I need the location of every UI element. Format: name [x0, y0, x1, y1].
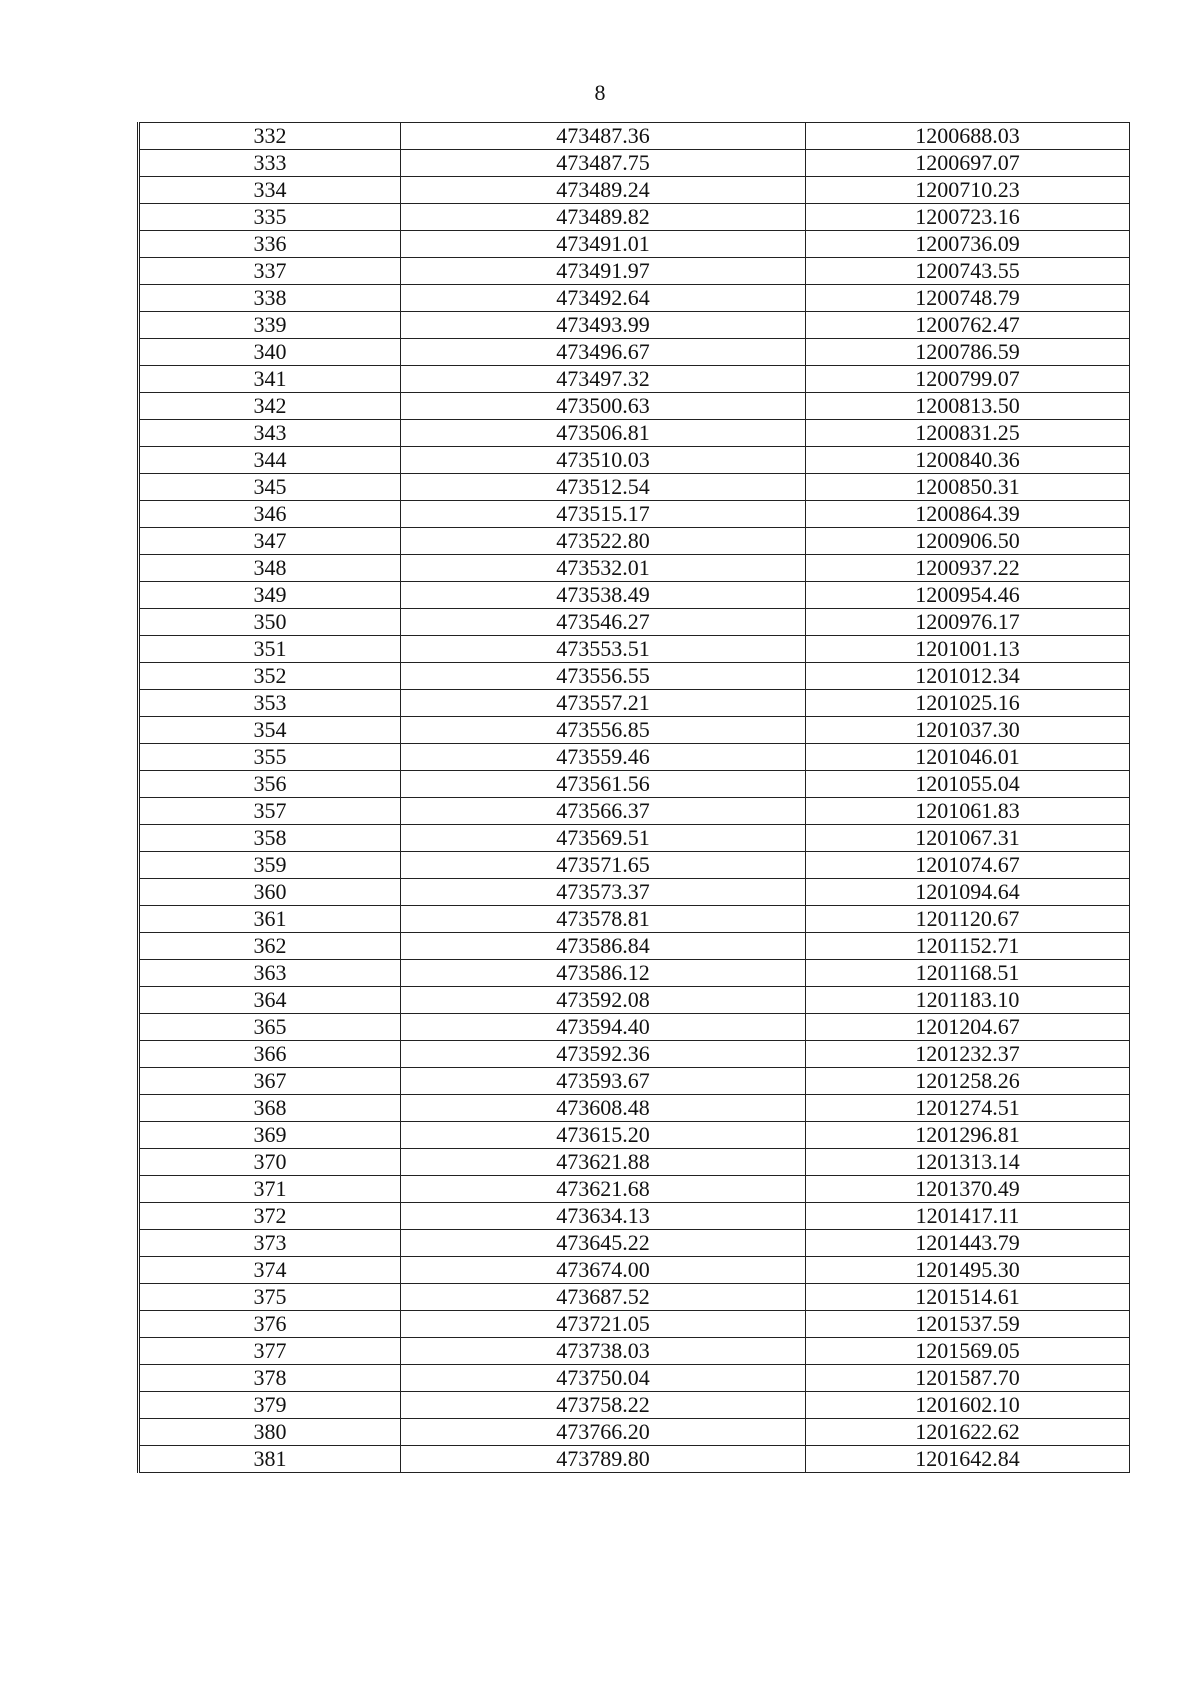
point-number-cell: 364: [139, 987, 401, 1014]
x-coordinate-cell: 473546.27: [401, 609, 806, 636]
y-coordinate-cell: 1200906.50: [806, 528, 1130, 555]
y-coordinate-cell: 1200786.59: [806, 339, 1130, 366]
x-coordinate-cell: 473566.37: [401, 798, 806, 825]
y-coordinate-cell: 1200799.07: [806, 366, 1130, 393]
point-number-cell: 373: [139, 1230, 401, 1257]
y-coordinate-cell: 1201012.34: [806, 663, 1130, 690]
table-row: [139, 420, 1130, 447]
x-coordinate-cell: 473578.81: [401, 906, 806, 933]
point-number-cell: 357: [139, 798, 401, 825]
table-row: [139, 933, 1130, 960]
point-number-cell: 351: [139, 636, 401, 663]
point-number-cell: 344: [139, 447, 401, 474]
y-coordinate-cell: 1201061.83: [806, 798, 1130, 825]
table-row: [139, 1365, 1130, 1392]
x-coordinate-cell: 473758.22: [401, 1392, 806, 1419]
y-coordinate-cell: 1201183.10: [806, 987, 1130, 1014]
point-number-cell: 359: [139, 852, 401, 879]
y-coordinate-cell: 1201417.11: [806, 1203, 1130, 1230]
table-row: [139, 447, 1130, 474]
table-row: [139, 177, 1130, 204]
point-number-cell: 334: [139, 177, 401, 204]
table-row: [139, 987, 1130, 1014]
y-coordinate-cell: 1201642.84: [806, 1446, 1130, 1473]
x-coordinate-cell: 473645.22: [401, 1230, 806, 1257]
point-number-cell: 371: [139, 1176, 401, 1203]
y-coordinate-cell: 1200697.07: [806, 150, 1130, 177]
y-coordinate-cell: 1201622.62: [806, 1419, 1130, 1446]
table-row: [139, 1311, 1130, 1338]
y-coordinate-cell: 1200743.55: [806, 258, 1130, 285]
y-coordinate-cell: 1200813.50: [806, 393, 1130, 420]
point-number-cell: 381: [139, 1446, 401, 1473]
y-coordinate-cell: 1201232.37: [806, 1041, 1130, 1068]
y-coordinate-cell: 1200748.79: [806, 285, 1130, 312]
page-number: 8: [594, 80, 606, 105]
table-row: [139, 555, 1130, 582]
y-coordinate-cell: 1201074.67: [806, 852, 1130, 879]
y-coordinate-cell: 1201055.04: [806, 771, 1130, 798]
table-row: [139, 204, 1130, 231]
table-row: [139, 1230, 1130, 1257]
table-row: [139, 231, 1130, 258]
table-row: [139, 366, 1130, 393]
x-coordinate-cell: 473615.20: [401, 1122, 806, 1149]
point-number-cell: 372: [139, 1203, 401, 1230]
y-coordinate-cell: 1200688.03: [806, 123, 1130, 150]
x-coordinate-cell: 473506.81: [401, 420, 806, 447]
point-number-cell: 346: [139, 501, 401, 528]
table-row: [139, 1203, 1130, 1230]
x-coordinate-cell: 473559.46: [401, 744, 806, 771]
x-coordinate-cell: 473557.21: [401, 690, 806, 717]
x-coordinate-cell: 473569.51: [401, 825, 806, 852]
y-coordinate-cell: 1201037.30: [806, 717, 1130, 744]
table-row: [139, 339, 1130, 366]
y-coordinate-cell: 1201602.10: [806, 1392, 1130, 1419]
table-row: [139, 1419, 1130, 1446]
point-number-cell: 347: [139, 528, 401, 555]
x-coordinate-cell: 473594.40: [401, 1014, 806, 1041]
point-number-cell: 349: [139, 582, 401, 609]
x-coordinate-cell: 473621.68: [401, 1176, 806, 1203]
x-coordinate-cell: 473674.00: [401, 1257, 806, 1284]
table-row: [139, 825, 1130, 852]
x-coordinate-cell: 473593.67: [401, 1068, 806, 1095]
table-row: [139, 582, 1130, 609]
table-row: [139, 879, 1130, 906]
x-coordinate-cell: 473510.03: [401, 447, 806, 474]
table-row: [139, 771, 1130, 798]
table-row: [139, 1041, 1130, 1068]
x-coordinate-cell: 473522.80: [401, 528, 806, 555]
table-row: [139, 1176, 1130, 1203]
y-coordinate-cell: 1201001.13: [806, 636, 1130, 663]
table-row: [139, 258, 1130, 285]
table-row: [139, 1014, 1130, 1041]
y-coordinate-cell: 1200831.25: [806, 420, 1130, 447]
y-coordinate-cell: 1200937.22: [806, 555, 1130, 582]
table-row: [139, 1149, 1130, 1176]
y-coordinate-cell: 1201168.51: [806, 960, 1130, 987]
x-coordinate-cell: 473512.54: [401, 474, 806, 501]
table-row: [139, 663, 1130, 690]
y-coordinate-cell: 1201025.16: [806, 690, 1130, 717]
y-coordinate-cell: 1200864.39: [806, 501, 1130, 528]
x-coordinate-cell: 473553.51: [401, 636, 806, 663]
point-number-cell: 332: [139, 123, 401, 150]
x-coordinate-cell: 473586.12: [401, 960, 806, 987]
y-coordinate-cell: 1201569.05: [806, 1338, 1130, 1365]
x-coordinate-cell: 473491.97: [401, 258, 806, 285]
y-coordinate-cell: 1201587.70: [806, 1365, 1130, 1392]
x-coordinate-cell: 473487.75: [401, 150, 806, 177]
point-number-cell: 367: [139, 1068, 401, 1095]
x-coordinate-cell: 473592.36: [401, 1041, 806, 1068]
table-row: [139, 1284, 1130, 1311]
y-coordinate-cell: 1201370.49: [806, 1176, 1130, 1203]
y-coordinate-cell: 1200954.46: [806, 582, 1130, 609]
point-number-cell: 356: [139, 771, 401, 798]
point-number-cell: 360: [139, 879, 401, 906]
point-number-cell: 343: [139, 420, 401, 447]
y-coordinate-cell: 1200976.17: [806, 609, 1130, 636]
point-number-cell: 354: [139, 717, 401, 744]
point-number-cell: 370: [139, 1149, 401, 1176]
coordinates-table: [137, 122, 1130, 1473]
x-coordinate-cell: 473556.55: [401, 663, 806, 690]
y-coordinate-cell: 1201274.51: [806, 1095, 1130, 1122]
table-row: [139, 393, 1130, 420]
point-number-cell: 362: [139, 933, 401, 960]
point-number-cell: 358: [139, 825, 401, 852]
y-coordinate-cell: 1200736.09: [806, 231, 1130, 258]
table-row: [139, 528, 1130, 555]
point-number-cell: 377: [139, 1338, 401, 1365]
table-row: [139, 312, 1130, 339]
point-number-cell: 378: [139, 1365, 401, 1392]
table-row: [139, 744, 1130, 771]
point-number-cell: 336: [139, 231, 401, 258]
y-coordinate-cell: 1200850.31: [806, 474, 1130, 501]
table-row: [139, 1392, 1130, 1419]
table-row: [139, 717, 1130, 744]
table-row: [139, 1068, 1130, 1095]
y-coordinate-cell: 1201495.30: [806, 1257, 1130, 1284]
point-number-cell: 355: [139, 744, 401, 771]
x-coordinate-cell: 473497.32: [401, 366, 806, 393]
table-row: [139, 906, 1130, 933]
table-row: [139, 1338, 1130, 1365]
x-coordinate-cell: 473586.84: [401, 933, 806, 960]
point-number-cell: 374: [139, 1257, 401, 1284]
point-number-cell: 341: [139, 366, 401, 393]
y-coordinate-cell: 1201514.61: [806, 1284, 1130, 1311]
point-number-cell: 348: [139, 555, 401, 582]
x-coordinate-cell: 473571.65: [401, 852, 806, 879]
x-coordinate-cell: 473500.63: [401, 393, 806, 420]
table-row: [139, 690, 1130, 717]
x-coordinate-cell: 473789.80: [401, 1446, 806, 1473]
table-row: [139, 1257, 1130, 1284]
x-coordinate-cell: 473634.13: [401, 1203, 806, 1230]
x-coordinate-cell: 473556.85: [401, 717, 806, 744]
y-coordinate-cell: 1200762.47: [806, 312, 1130, 339]
point-number-cell: 353: [139, 690, 401, 717]
y-coordinate-cell: 1200710.23: [806, 177, 1130, 204]
y-coordinate-cell: 1201258.26: [806, 1068, 1130, 1095]
table-row: [139, 636, 1130, 663]
y-coordinate-cell: 1201046.01: [806, 744, 1130, 771]
point-number-cell: 337: [139, 258, 401, 285]
x-coordinate-cell: 473491.01: [401, 231, 806, 258]
y-coordinate-cell: 1201443.79: [806, 1230, 1130, 1257]
point-number-cell: 365: [139, 1014, 401, 1041]
table-row: [139, 285, 1130, 312]
x-coordinate-cell: 473538.49: [401, 582, 806, 609]
point-number-cell: 376: [139, 1311, 401, 1338]
point-number-cell: 339: [139, 312, 401, 339]
x-coordinate-cell: 473592.08: [401, 987, 806, 1014]
x-coordinate-cell: 473493.99: [401, 312, 806, 339]
point-number-cell: 338: [139, 285, 401, 312]
point-number-cell: 375: [139, 1284, 401, 1311]
table-row: [139, 609, 1130, 636]
y-coordinate-cell: 1201204.67: [806, 1014, 1130, 1041]
x-coordinate-cell: 473738.03: [401, 1338, 806, 1365]
x-coordinate-cell: 473750.04: [401, 1365, 806, 1392]
table-row: [139, 1095, 1130, 1122]
x-coordinate-cell: 473561.56: [401, 771, 806, 798]
table-row: [139, 852, 1130, 879]
table-body: [139, 123, 1130, 1473]
table-row: [139, 1446, 1130, 1473]
point-number-cell: 363: [139, 960, 401, 987]
x-coordinate-cell: 473766.20: [401, 1419, 806, 1446]
table-row: [139, 960, 1130, 987]
point-number-cell: 380: [139, 1419, 401, 1446]
point-number-cell: 342: [139, 393, 401, 420]
x-coordinate-cell: 473621.88: [401, 1149, 806, 1176]
y-coordinate-cell: 1201296.81: [806, 1122, 1130, 1149]
y-coordinate-cell: 1201067.31: [806, 825, 1130, 852]
point-number-cell: 352: [139, 663, 401, 690]
point-number-cell: 369: [139, 1122, 401, 1149]
table-row: [139, 1122, 1130, 1149]
point-number-cell: 379: [139, 1392, 401, 1419]
x-coordinate-cell: 473487.36: [401, 123, 806, 150]
y-coordinate-cell: 1200840.36: [806, 447, 1130, 474]
table-row: [139, 123, 1130, 150]
point-number-cell: 366: [139, 1041, 401, 1068]
table-row: [139, 474, 1130, 501]
x-coordinate-cell: 473721.05: [401, 1311, 806, 1338]
x-coordinate-cell: 473687.52: [401, 1284, 806, 1311]
point-number-cell: 333: [139, 150, 401, 177]
x-coordinate-cell: 473489.24: [401, 177, 806, 204]
y-coordinate-cell: 1201152.71: [806, 933, 1130, 960]
x-coordinate-cell: 473496.67: [401, 339, 806, 366]
x-coordinate-cell: 473489.82: [401, 204, 806, 231]
x-coordinate-cell: 473492.64: [401, 285, 806, 312]
y-coordinate-cell: 1200723.16: [806, 204, 1130, 231]
point-number-cell: 340: [139, 339, 401, 366]
point-number-cell: 350: [139, 609, 401, 636]
y-coordinate-cell: 1201313.14: [806, 1149, 1130, 1176]
x-coordinate-cell: 473608.48: [401, 1095, 806, 1122]
point-number-cell: 335: [139, 204, 401, 231]
point-number-cell: 361: [139, 906, 401, 933]
point-number-cell: 368: [139, 1095, 401, 1122]
table-row: [139, 150, 1130, 177]
point-number-cell: 345: [139, 474, 401, 501]
table-row: [139, 798, 1130, 825]
y-coordinate-cell: 1201120.67: [806, 906, 1130, 933]
x-coordinate-cell: 473515.17: [401, 501, 806, 528]
y-coordinate-cell: 1201537.59: [806, 1311, 1130, 1338]
x-coordinate-cell: 473573.37: [401, 879, 806, 906]
y-coordinate-cell: 1201094.64: [806, 879, 1130, 906]
x-coordinate-cell: 473532.01: [401, 555, 806, 582]
table-row: [139, 501, 1130, 528]
